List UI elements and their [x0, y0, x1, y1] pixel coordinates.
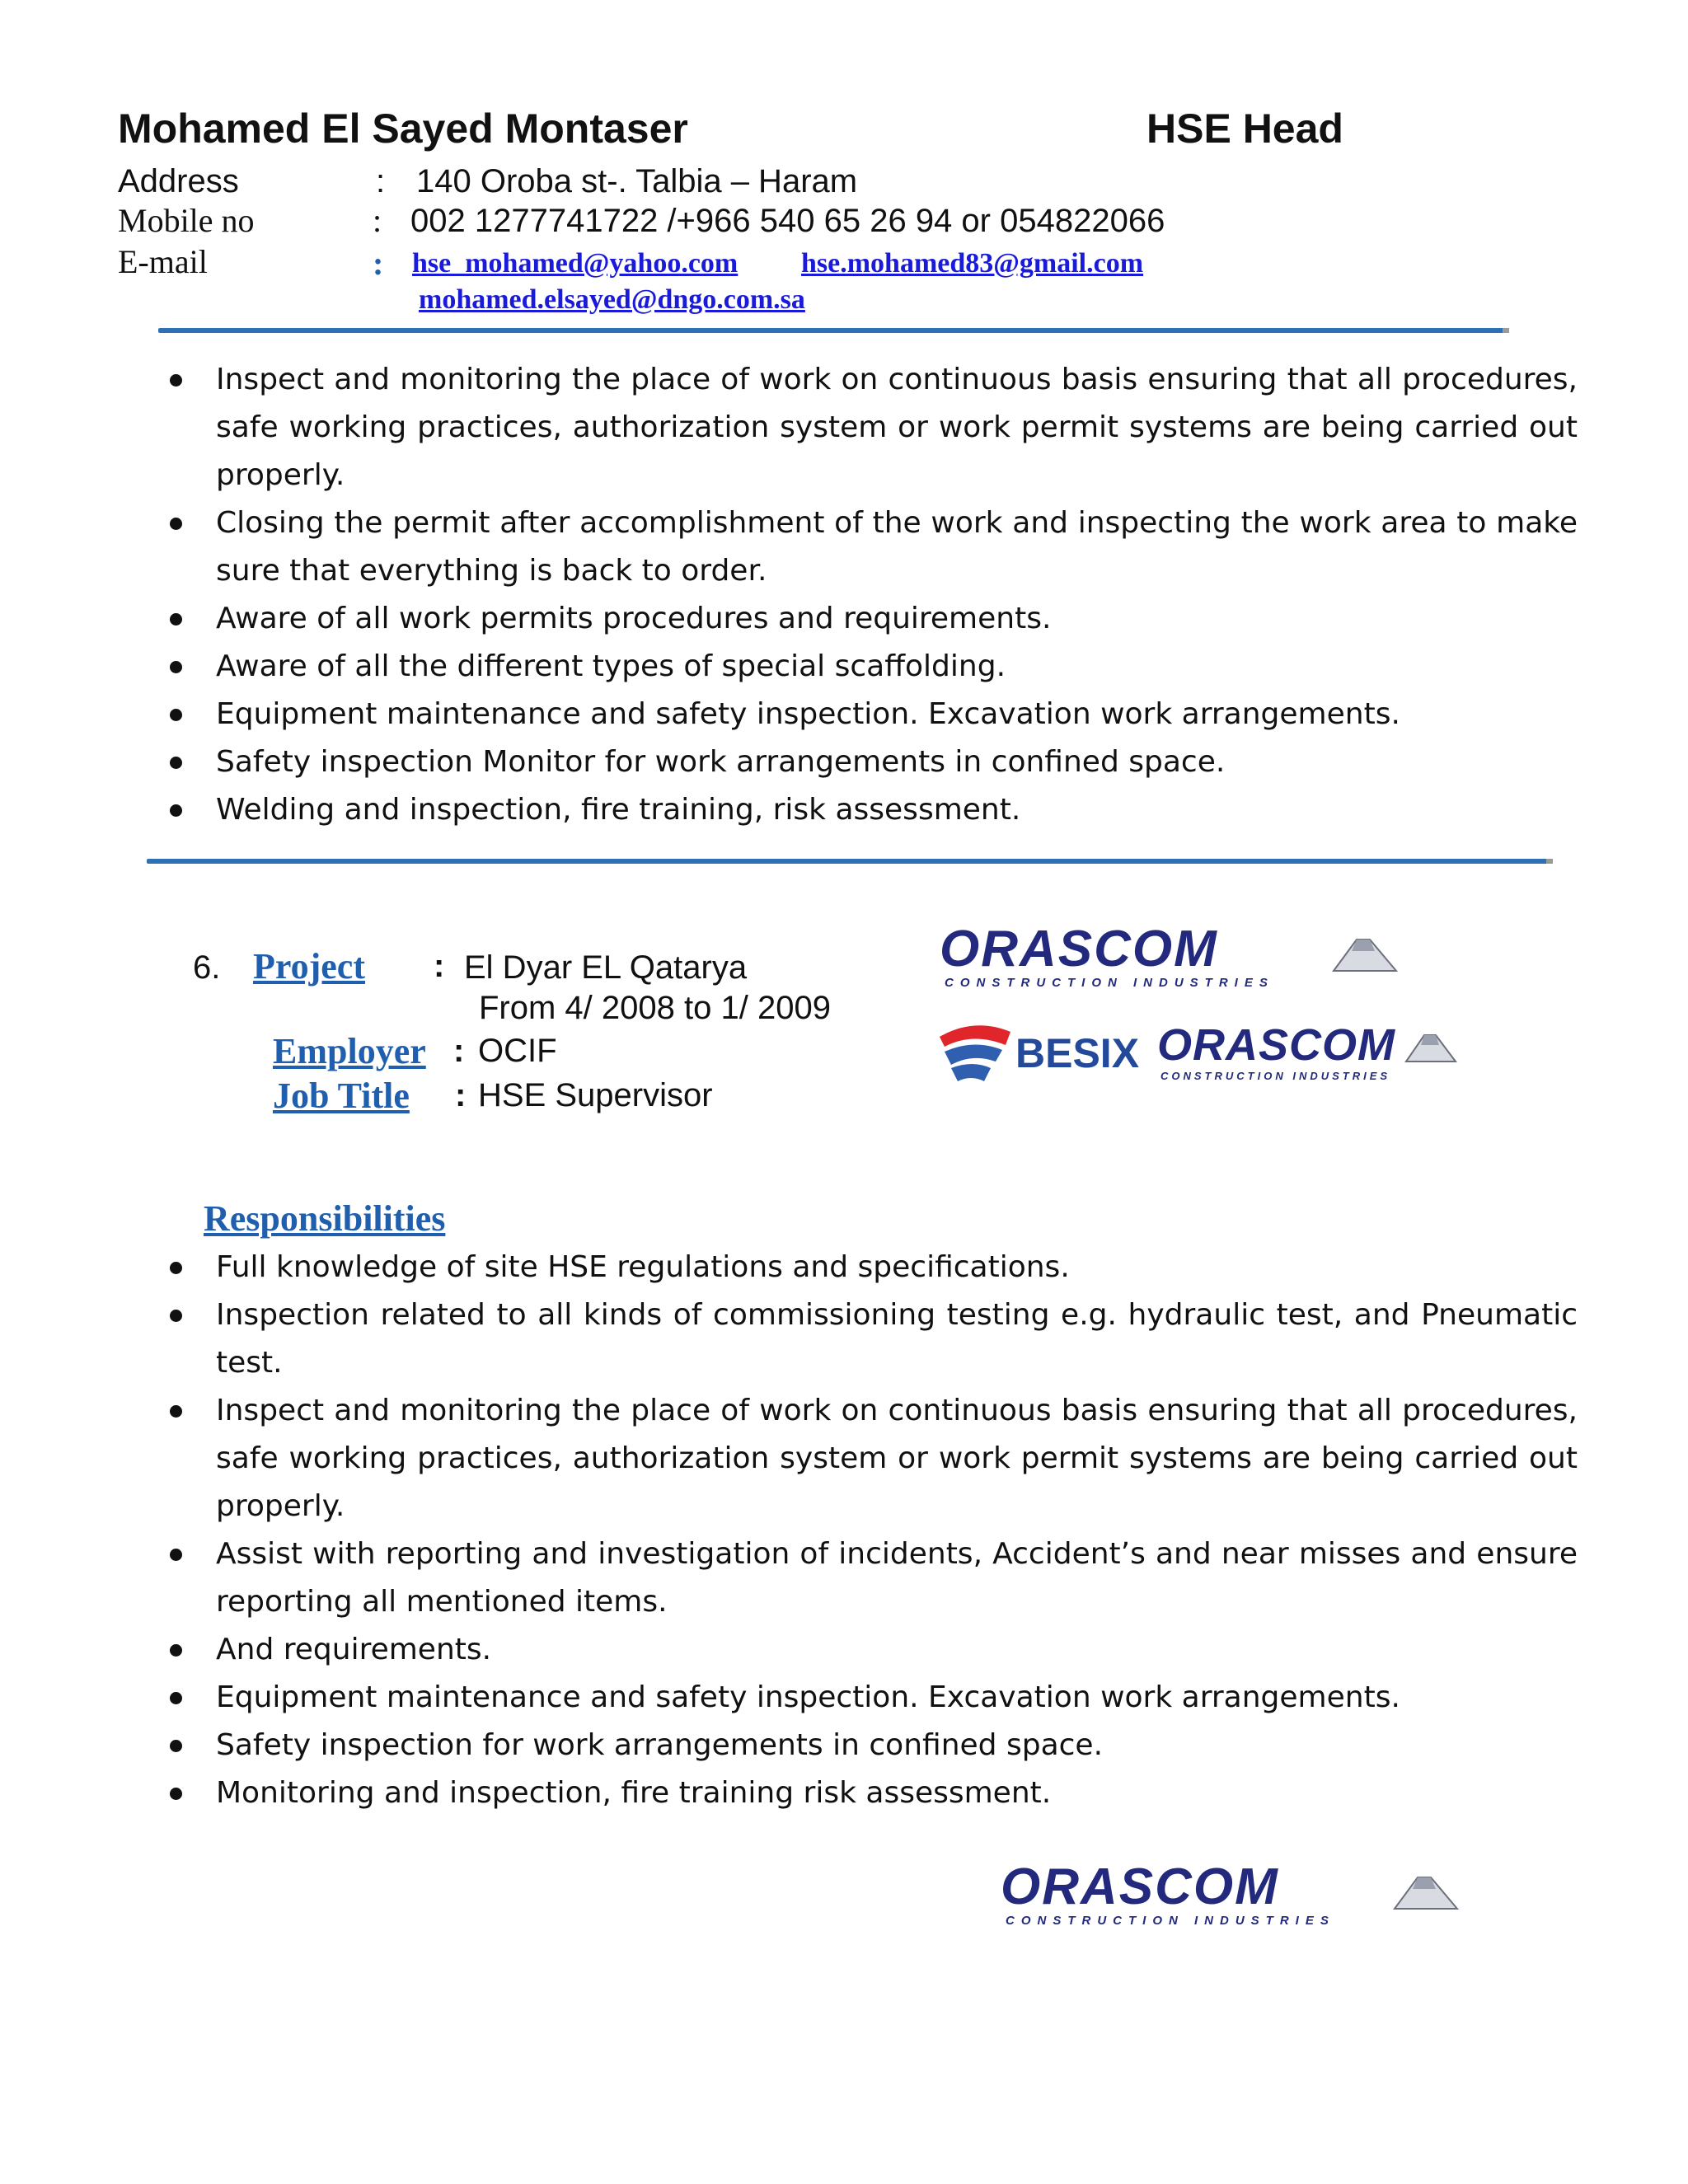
job-title-value: HSE Supervisor [478, 1077, 713, 1113]
orascom-logo-word: ORASCOM [1001, 1858, 1279, 1915]
list-item: Aware of all the different types of special scaffolding. [165, 643, 1578, 691]
employer-colon: : [453, 1033, 465, 1069]
building-icon [1393, 1872, 1459, 1910]
divider-top [158, 328, 1504, 333]
job-title-label: Job Title [273, 1076, 410, 1116]
list-item: Monitoring and inspection, fire training risk assessment. [165, 1769, 1578, 1817]
email-link-dngo[interactable]: mohamed.elsayed@dngo.com.sa [419, 284, 805, 315]
employer-label: Employer [273, 1031, 426, 1071]
list-item: And requirements. [165, 1626, 1578, 1674]
orascom-logo-sub: CONSTRUCTION INDUSTRIES [1160, 1070, 1391, 1082]
address-colon: : [376, 163, 386, 199]
employer-value: OCIF [478, 1033, 557, 1069]
building-icon [1404, 1030, 1457, 1063]
email-link-gmail[interactable]: hse.mohamed83@gmail.com [801, 248, 1144, 279]
list-item: Welding and inspection, fire training, risk assessment. [165, 786, 1578, 834]
candidate-title: HSE Head [1146, 105, 1343, 152]
list-item: Inspect and monitoring the place of work on continuous basis ensuring that all procedures, safe working practices, authorization system or work permit systems are being carried out properly. [165, 1387, 1578, 1530]
orascom-logo-sub: CONSTRUCTION INDUSTRIES [945, 976, 1274, 990]
email-colon: : [373, 245, 384, 282]
address-label: Address [118, 163, 239, 199]
project-period: From 4/ 2008 to 1/ 2009 [479, 990, 831, 1026]
mobile-value: 002 1277741722 /+966 540 65 26 94 or 054822066 [410, 203, 1165, 239]
orascom-logo-word: ORASCOM [1157, 1020, 1395, 1070]
besix-logo-word: BESIX [1015, 1030, 1140, 1076]
candidate-name: Mohamed El Sayed Montaser [118, 105, 688, 152]
list-item: Inspection related to all kinds of commissioning testing e.g. hydraulic test, and Pneumatic test. [165, 1291, 1578, 1387]
list-item: Full knowledge of site HSE regulations and specifications. [165, 1244, 1578, 1291]
list-item: Safety inspection for work arrangements in confined space. [165, 1722, 1578, 1769]
besix-swoosh-icon [936, 1020, 1012, 1085]
list-item: Closing the permit after accomplishment of the work and inspecting the work area to make sure that everything is back to order. [165, 499, 1578, 595]
orascom-logo-word: ORASCOM [940, 921, 1218, 977]
list-item: Equipment maintenance and safety inspection. Excavation work arrangements. [165, 691, 1578, 738]
besix-logo [936, 1017, 1140, 1091]
email-label: E-mail [118, 243, 208, 280]
building-icon [1332, 935, 1398, 972]
job-title-colon: : [455, 1077, 467, 1113]
project-colon: : [434, 948, 445, 984]
list-item: Aware of all work permits procedures and requirements. [165, 595, 1578, 643]
project-label: Project [253, 946, 365, 987]
list-item: Assist with reporting and investigation of incidents, Accident’s and near misses and ensure reporting all mentioned items. [165, 1530, 1578, 1626]
list-item: Inspect and monitoring the place of work on continuous basis ensuring that all procedures, safe working practices, authorization system or work permit systems are being carried out properly. [165, 356, 1578, 499]
responsibilities-list [165, 1244, 1578, 1817]
list-item: Equipment maintenance and safety inspection. Excavation work arrangements. [165, 1674, 1578, 1722]
duties-list [165, 356, 1578, 834]
orascom-logo [940, 923, 1467, 1001]
mobile-colon: : [373, 202, 382, 239]
orascom-logo-small [1157, 1022, 1520, 1088]
orascom-logo-bottom [1001, 1858, 1528, 1939]
list-item: Safety inspection Monitor for work arrangements in confined space. [165, 738, 1578, 786]
address-value: 140 Oroba st-. Talbia – Haram [416, 163, 858, 199]
orascom-logo-sub: CONSTRUCTION INDUSTRIES [1006, 1914, 1335, 1928]
project-value: El Dyar EL Qatarya [464, 949, 748, 986]
divider-middle [147, 859, 1548, 864]
email-link-yahoo[interactable]: hse_mohamed@yahoo.com [412, 248, 738, 279]
responsibilities-heading: Responsibilities [204, 1198, 446, 1239]
mobile-label: Mobile no [118, 202, 255, 239]
project-number: 6. [193, 949, 221, 986]
